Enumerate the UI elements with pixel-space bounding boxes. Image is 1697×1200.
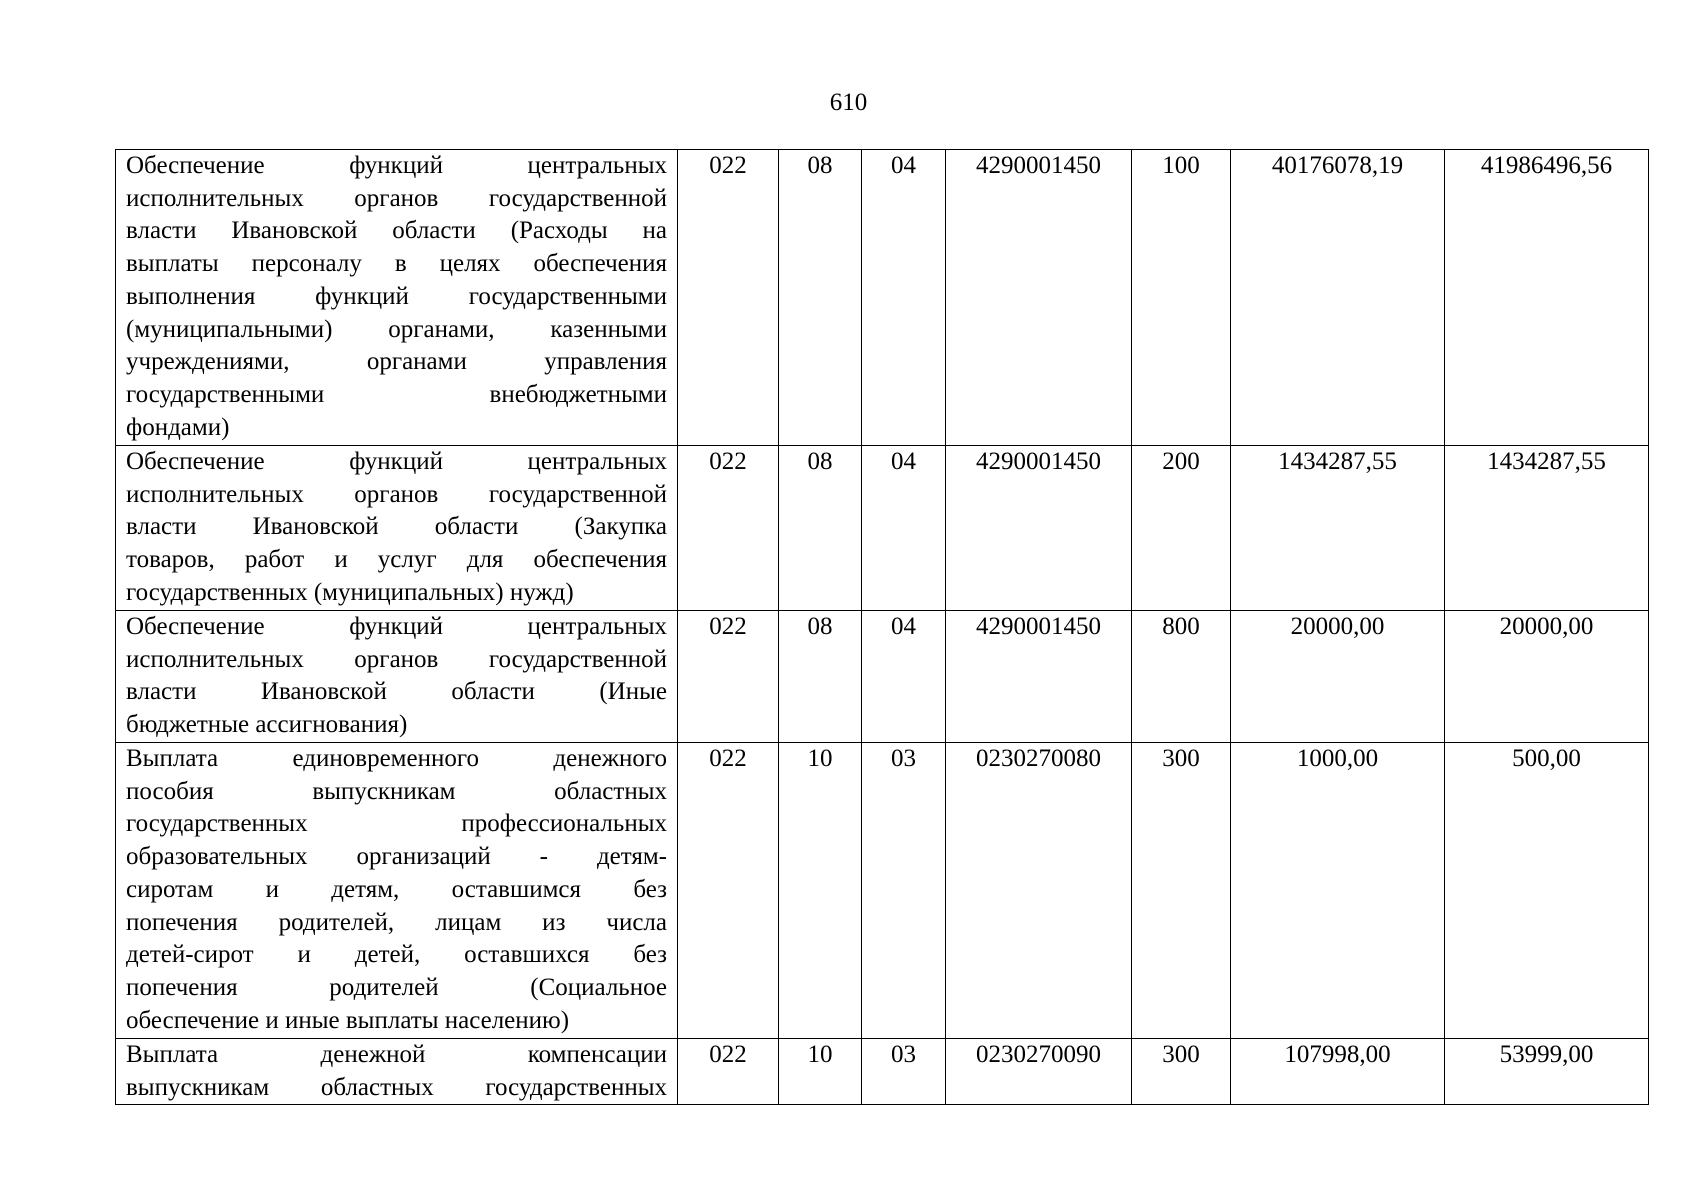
row-description [116, 743, 678, 1039]
ministry-code: 022 [678, 446, 779, 611]
description-line: сиротам и детям, оставшимся без [126, 875, 667, 903]
amount-year1: 20000,00 [1231, 611, 1445, 743]
row-description [116, 446, 678, 611]
description-line: товаров, работ и услуг для обеспечения [126, 546, 667, 574]
amount-year2: 1434287,55 [1445, 446, 1649, 611]
ministry-code: 022 [678, 150, 779, 446]
target-article-code: 4290001450 [946, 446, 1132, 611]
section-code: 10 [779, 743, 862, 1039]
ministry-code: 022 [678, 1039, 779, 1105]
target-article-code: 4290001450 [946, 150, 1132, 446]
row-description [116, 1039, 678, 1105]
ministry-code: 022 [678, 743, 779, 1039]
section-code: 08 [779, 611, 862, 743]
page-number: 610 [829, 89, 868, 116]
description-line: бюджетные ассигнования) [126, 711, 408, 739]
description-line: Обеспечение функций центральных [126, 448, 667, 475]
description-line: Выплата единовременного денежного [126, 745, 667, 772]
description-line: фондами) [126, 413, 230, 441]
expense-type-code: 300 [1132, 743, 1231, 1039]
description-line: Выплата денежной компенсации [126, 1041, 667, 1068]
description-line: Обеспечение функций центральных [126, 613, 667, 640]
subsection-code: 04 [862, 150, 946, 446]
expense-type-code: 100 [1132, 150, 1231, 446]
amount-year2: 20000,00 [1445, 611, 1649, 743]
description-line: власти Ивановской области (Закупка [126, 513, 667, 541]
table-row [116, 743, 1649, 1039]
description-line: пособия выпускникам областных [126, 777, 667, 805]
amount-year1: 1434287,55 [1231, 446, 1445, 611]
description-line: выплаты персоналу в целях обеспечения [126, 250, 667, 278]
section-code: 08 [779, 150, 862, 446]
description-line: обеспечение и иные выплаты населению) [126, 1006, 570, 1034]
amount-year1: 1000,00 [1231, 743, 1445, 1039]
expense-type-code: 200 [1132, 446, 1231, 611]
description-line: власти Ивановской области (Иные [126, 678, 667, 706]
target-article-code: 0230270090 [946, 1039, 1132, 1105]
description-line: исполнительных органов государственной [126, 645, 667, 673]
subsection-code: 04 [862, 446, 946, 611]
amount-year1: 40176078,19 [1231, 150, 1445, 446]
description-line: исполнительных органов государственной [126, 480, 667, 508]
target-article-code: 4290001450 [946, 611, 1132, 743]
table-row [116, 611, 1649, 743]
row-description [116, 150, 678, 446]
ministry-code: 022 [678, 611, 779, 743]
description-line: образовательных организаций - детям- [126, 843, 667, 871]
description-line: власти Ивановской области (Расходы на [126, 217, 667, 245]
table-row [116, 1039, 1649, 1105]
description-line: государственных (муниципальных) нужд) [126, 578, 574, 606]
description-line: государственными внебюджетными [126, 380, 667, 408]
amount-year1: 107998,00 [1231, 1039, 1445, 1105]
description-line: детей-сирот и детей, оставшихся без [126, 941, 667, 969]
description-line: учреждениями, органами управления [126, 348, 667, 376]
description-line: Обеспечение функций центральных [126, 152, 667, 179]
subsection-code: 04 [862, 611, 946, 743]
description-line: (муниципальными) органами, казенными [126, 315, 667, 343]
table-row [116, 446, 1649, 611]
budget-table [115, 149, 1649, 1105]
target-article-code: 0230270080 [946, 743, 1132, 1039]
amount-year2: 53999,00 [1445, 1039, 1649, 1105]
amount-year2: 41986496,56 [1445, 150, 1649, 446]
description-line: государственных профессиональных [126, 810, 667, 838]
expense-type-code: 300 [1132, 1039, 1231, 1105]
description-line: попечения родителей, лицам из числа [126, 908, 667, 936]
row-description [116, 611, 678, 743]
expense-type-code: 800 [1132, 611, 1231, 743]
amount-year2: 500,00 [1445, 743, 1649, 1039]
subsection-code: 03 [862, 1039, 946, 1105]
section-code: 10 [779, 1039, 862, 1105]
description-line: исполнительных органов государственной [126, 184, 667, 212]
description-line: выполнения функций государственными [126, 282, 667, 310]
section-code: 08 [779, 446, 862, 611]
table-row [116, 150, 1649, 446]
description-line: выпускникам областных государственных [126, 1073, 667, 1101]
subsection-code: 03 [862, 743, 946, 1039]
description-line: попечения родителей (Социальное [126, 973, 667, 1001]
